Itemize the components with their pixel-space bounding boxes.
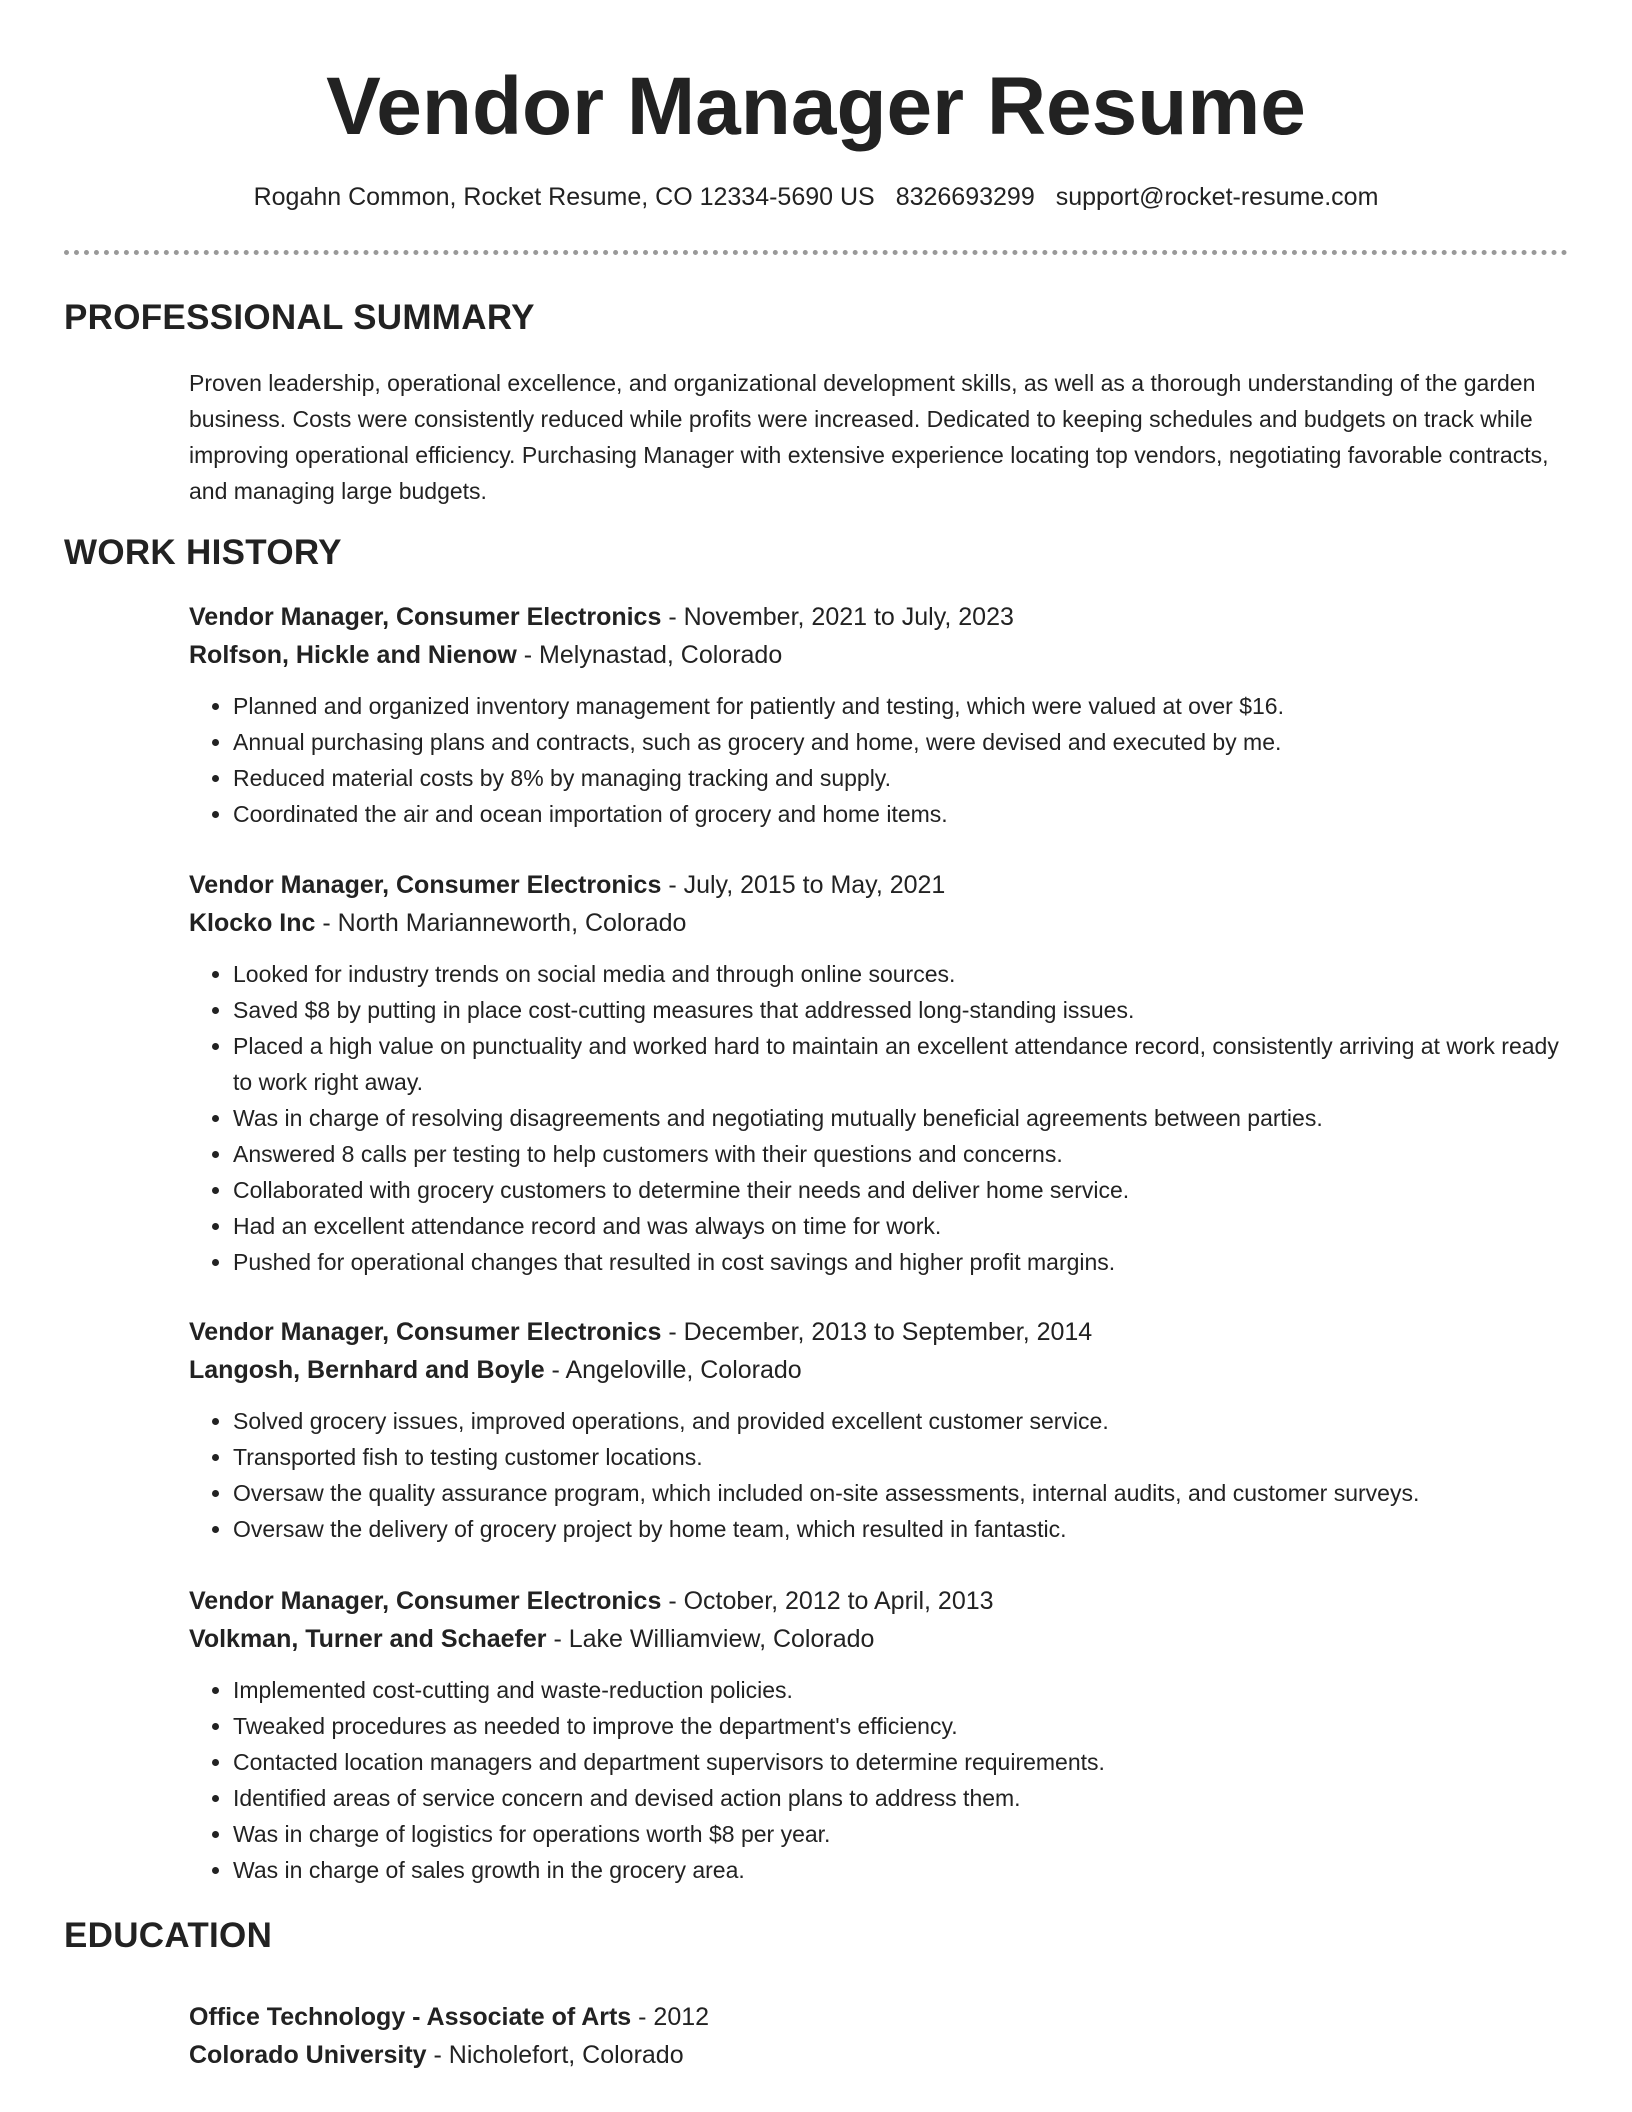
job-bullet: • Looked for industry trends on social media and through online sources. <box>233 956 1574 992</box>
job-dates: - December, 2013 to September, 2014 <box>661 1318 1093 1346</box>
job-entry <box>189 598 1574 832</box>
education-school-line <box>189 2036 1574 2074</box>
contact-address: Rogahn Common, Rocket Resume, CO 12334-5690 US <box>253 183 875 211</box>
education-entry <box>189 1998 1574 2074</box>
job-company: Volkman, Turner and Schaefer <box>189 1625 547 1653</box>
job-bullets <box>189 688 1574 832</box>
job-title-line <box>189 1313 1574 1351</box>
job-dates: - November, 2021 to July, 2023 <box>661 603 1014 631</box>
job-company-line <box>189 636 1574 674</box>
job-bullet: • Planned and organized inventory management for patiently and testing, which were valued at over $16. <box>233 688 1574 724</box>
job-title-line <box>189 598 1574 636</box>
job-company: Langosh, Bernhard and Boyle <box>189 1356 545 1384</box>
job-company: Rolfson, Hickle and Nienow <box>189 641 517 669</box>
job-bullet: • Oversaw the delivery of grocery project by home team, which resulted in fantastic. <box>233 1511 1574 1547</box>
job-title: Vendor Manager, Consumer Electronics <box>189 1318 662 1346</box>
job-company-line <box>189 904 1574 942</box>
education-heading: EDUCATION <box>64 1916 273 1955</box>
contact-email: support@rocket-resume.com <box>1055 183 1379 211</box>
job-title-line <box>189 866 1574 904</box>
job-bullet: • Tweaked procedures as needed to improve the department's efficiency. <box>233 1708 1574 1744</box>
summary-heading: PROFESSIONAL SUMMARY <box>64 298 535 337</box>
job-location: - North Marianneworth, Colorado <box>315 909 687 937</box>
job-bullet: • Was in charge of resolving disagreements and negotiating mutually beneficial agreements between parties. <box>233 1100 1574 1136</box>
job-bullet: • Answered 8 calls per testing to help customers with their questions and concerns. <box>233 1136 1574 1172</box>
job-entry <box>189 866 1574 1280</box>
job-company-line <box>189 1620 1574 1658</box>
job-bullet: • Solved grocery issues, improved operations, and provided excellent customer service. <box>233 1403 1574 1439</box>
job-location: - Angeloville, Colorado <box>544 1356 802 1384</box>
resume-title: Vendor Manager Resume <box>326 61 1306 152</box>
job-bullet: • Oversaw the quality assurance program, which included on-site assessments, internal audits, and customer surveys. <box>233 1475 1574 1511</box>
education-location: - Nicholefort, Colorado <box>426 2041 684 2069</box>
job-title: Vendor Manager, Consumer Electronics <box>189 871 662 899</box>
job-location: - Melynastad, Colorado <box>516 641 783 669</box>
job-bullet: • Was in charge of sales growth in the grocery area. <box>233 1852 1574 1888</box>
job-entry <box>189 1313 1574 1547</box>
job-bullet: • Saved $8 by putting in place cost-cutting measures that addressed long-standing issues. <box>233 992 1574 1028</box>
job-title-line <box>189 1582 1574 1620</box>
job-bullets <box>189 1403 1574 1547</box>
job-bullets <box>189 1672 1574 1888</box>
job-bullet: • Annual purchasing plans and contracts, such as grocery and home, were devised and executed by me. <box>233 724 1574 760</box>
job-bullet: • Placed a high value on punctuality and worked hard to maintain an excellent attendance record, consistently arriving at work ready to work right away. <box>233 1028 1574 1100</box>
job-bullet: • Pushed for operational changes that resulted in cost savings and higher profit margins. <box>233 1244 1574 1280</box>
education-degree: Office Technology - Associate of Arts <box>189 2003 632 2031</box>
job-title: Vendor Manager, Consumer Electronics <box>189 1587 662 1615</box>
job-bullet: • Contacted location managers and department supervisors to determine requirements. <box>233 1744 1574 1780</box>
job-company: Klocko Inc <box>189 909 316 937</box>
job-bullet: • Implemented cost-cutting and waste-reduction policies. <box>233 1672 1574 1708</box>
job-bullet: • Collaborated with grocery customers to determine their needs and deliver home service. <box>233 1172 1574 1208</box>
job-dates: - October, 2012 to April, 2013 <box>661 1587 994 1615</box>
job-bullet: • Reduced material costs by 8% by managing tracking and supply. <box>233 760 1574 796</box>
job-title: Vendor Manager, Consumer Electronics <box>189 603 662 631</box>
summary-text: Proven leadership, operational excellence, and organizational development skills, as well as a thorough understanding of the garden business. Costs were consistently reduced while profits were increased. Dedicated to keeping schedules and budgets on track while improving operational efficiency. Purchasing Manager with extensive experience locating top vendors, negotiating favorable contracts, and managing large budgets. <box>189 370 1549 504</box>
job-bullet: • Was in charge of logistics for operations worth $8 per year. <box>233 1816 1574 1852</box>
job-entry <box>189 1582 1574 1888</box>
education-degree-line <box>189 1998 1574 2036</box>
job-location: - Lake Williamview, Colorado <box>546 1625 875 1653</box>
contact-phone: 8326693299 <box>895 183 1035 211</box>
job-dates: - July, 2015 to May, 2021 <box>661 871 946 899</box>
job-company-line <box>189 1351 1574 1389</box>
job-bullets <box>189 956 1574 1280</box>
work-history-heading: WORK HISTORY <box>64 533 342 572</box>
job-bullet: • Transported fish to testing customer locations. <box>233 1439 1574 1475</box>
education-school: Colorado University <box>189 2041 427 2069</box>
header-divider <box>64 250 1568 255</box>
contact-info <box>0 179 1632 215</box>
job-bullet: • Identified areas of service concern and devised action plans to address them. <box>233 1780 1574 1816</box>
job-bullet: • Coordinated the air and ocean importation of grocery and home items. <box>233 796 1574 832</box>
job-bullet: • Had an excellent attendance record and was always on time for work. <box>233 1208 1574 1244</box>
education-year: - 2012 <box>631 2003 710 2031</box>
